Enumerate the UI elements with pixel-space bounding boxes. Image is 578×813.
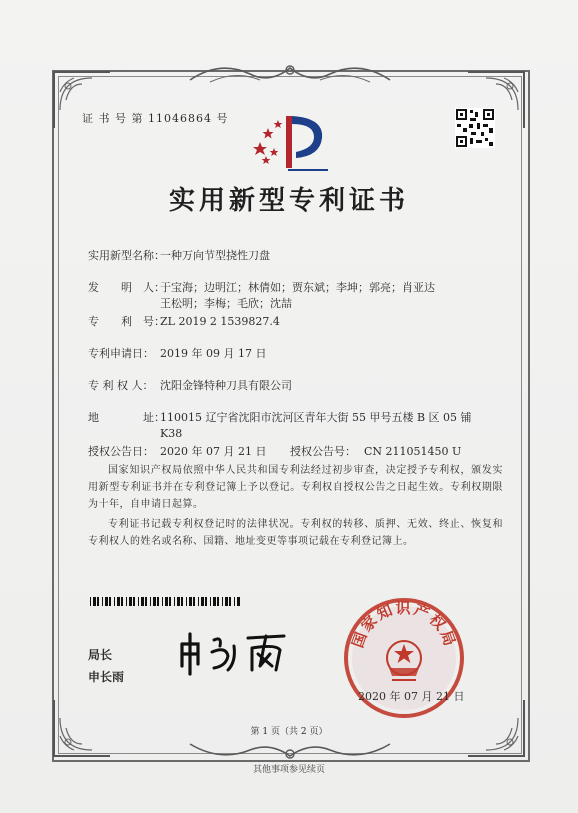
address-row (88, 410, 472, 426)
bottom-ornament (180, 740, 400, 762)
inventor-value-line1: 于宝海；边明江；林倩如；贾东斌；李坤；郭亮；肖亚达 (160, 281, 435, 294)
grant-date-label: 授权公告日： (88, 445, 154, 458)
officer-title: 局长 (88, 648, 113, 662)
grant-number-value: CN 211051450 U (364, 445, 462, 458)
address-value-line1: 110015 辽宁省沈阳市沈河区青年大街 55 甲号五楼 B 区 05 铺 (160, 411, 472, 424)
certificate-title: 实用新型专利证书 (168, 186, 409, 216)
barcode-icon (90, 597, 240, 606)
qr-code-icon (455, 108, 495, 148)
page-number: 第 1 页（共 2 页） (250, 727, 328, 737)
utility-model-name-row (88, 248, 270, 264)
grant-date-value: 2020 年 07 月 21 日 (160, 445, 267, 458)
utility-model-name-value: 一种万向节型挠性刀盘 (160, 249, 270, 262)
patentee-row (88, 378, 292, 394)
inventor-row (88, 280, 435, 296)
certificate-paragraph-1: 国家知识产权局依照中华人民共和国专利法经过初步审查，决定授予专利权，颁发实用新型专利证书并在专利登记簿上予以登记。专利权自授权公告之日起生效。专利权期限为十年，自申请日起算。 (88, 465, 503, 510)
address-label: 地 址： (88, 411, 165, 424)
patent-number-value: ZL 2019 2 1539827.4 (160, 315, 280, 328)
seal-text: 国家知识产权局 (348, 599, 460, 651)
grant-announcement-row (88, 444, 461, 460)
inventor-row-continued (160, 296, 292, 312)
patent-number-row (88, 314, 280, 330)
signature-icon (176, 626, 301, 676)
filing-date-value: 2019 年 09 月 17 日 (160, 347, 267, 360)
officer-name: 申长雨 (88, 670, 125, 684)
certificate-paragraph-2: 专利证书记载专利权登记时的法律状况。专利权的转移、质押、无效、终止、恢复和专利权人的姓名或名称、国籍、地址变更等事项记载在专利登记簿上。 (88, 519, 503, 547)
patentee-label: 专 利 权 人： (88, 379, 154, 392)
seal-date: 2020 年 07 月 21 日 (358, 690, 465, 703)
filing-date-row (88, 346, 266, 362)
certificate-number: 证 书 号 第 11046864 号 (82, 112, 229, 125)
top-ornament (180, 60, 400, 88)
address-value-line2: K38 (160, 427, 183, 440)
utility-model-name-label: 实用新型名称： (88, 249, 165, 262)
cnipa-logo-icon (248, 108, 334, 174)
patentee-value: 沈阳金锋特种刀具有限公司 (160, 379, 292, 392)
filing-date-label: 专利申请日： (88, 347, 154, 360)
inventor-label: 发 明 人： (88, 281, 165, 294)
patent-number-label: 专 利 号： (88, 315, 165, 328)
footer-note: 其他事项参见续页 (252, 765, 325, 775)
grant-number-label: 授权公告号： (290, 445, 356, 458)
address-row-continued (160, 426, 182, 442)
inventor-value-line2: 王松明；李梅；毛欣；沈喆 (160, 297, 292, 310)
